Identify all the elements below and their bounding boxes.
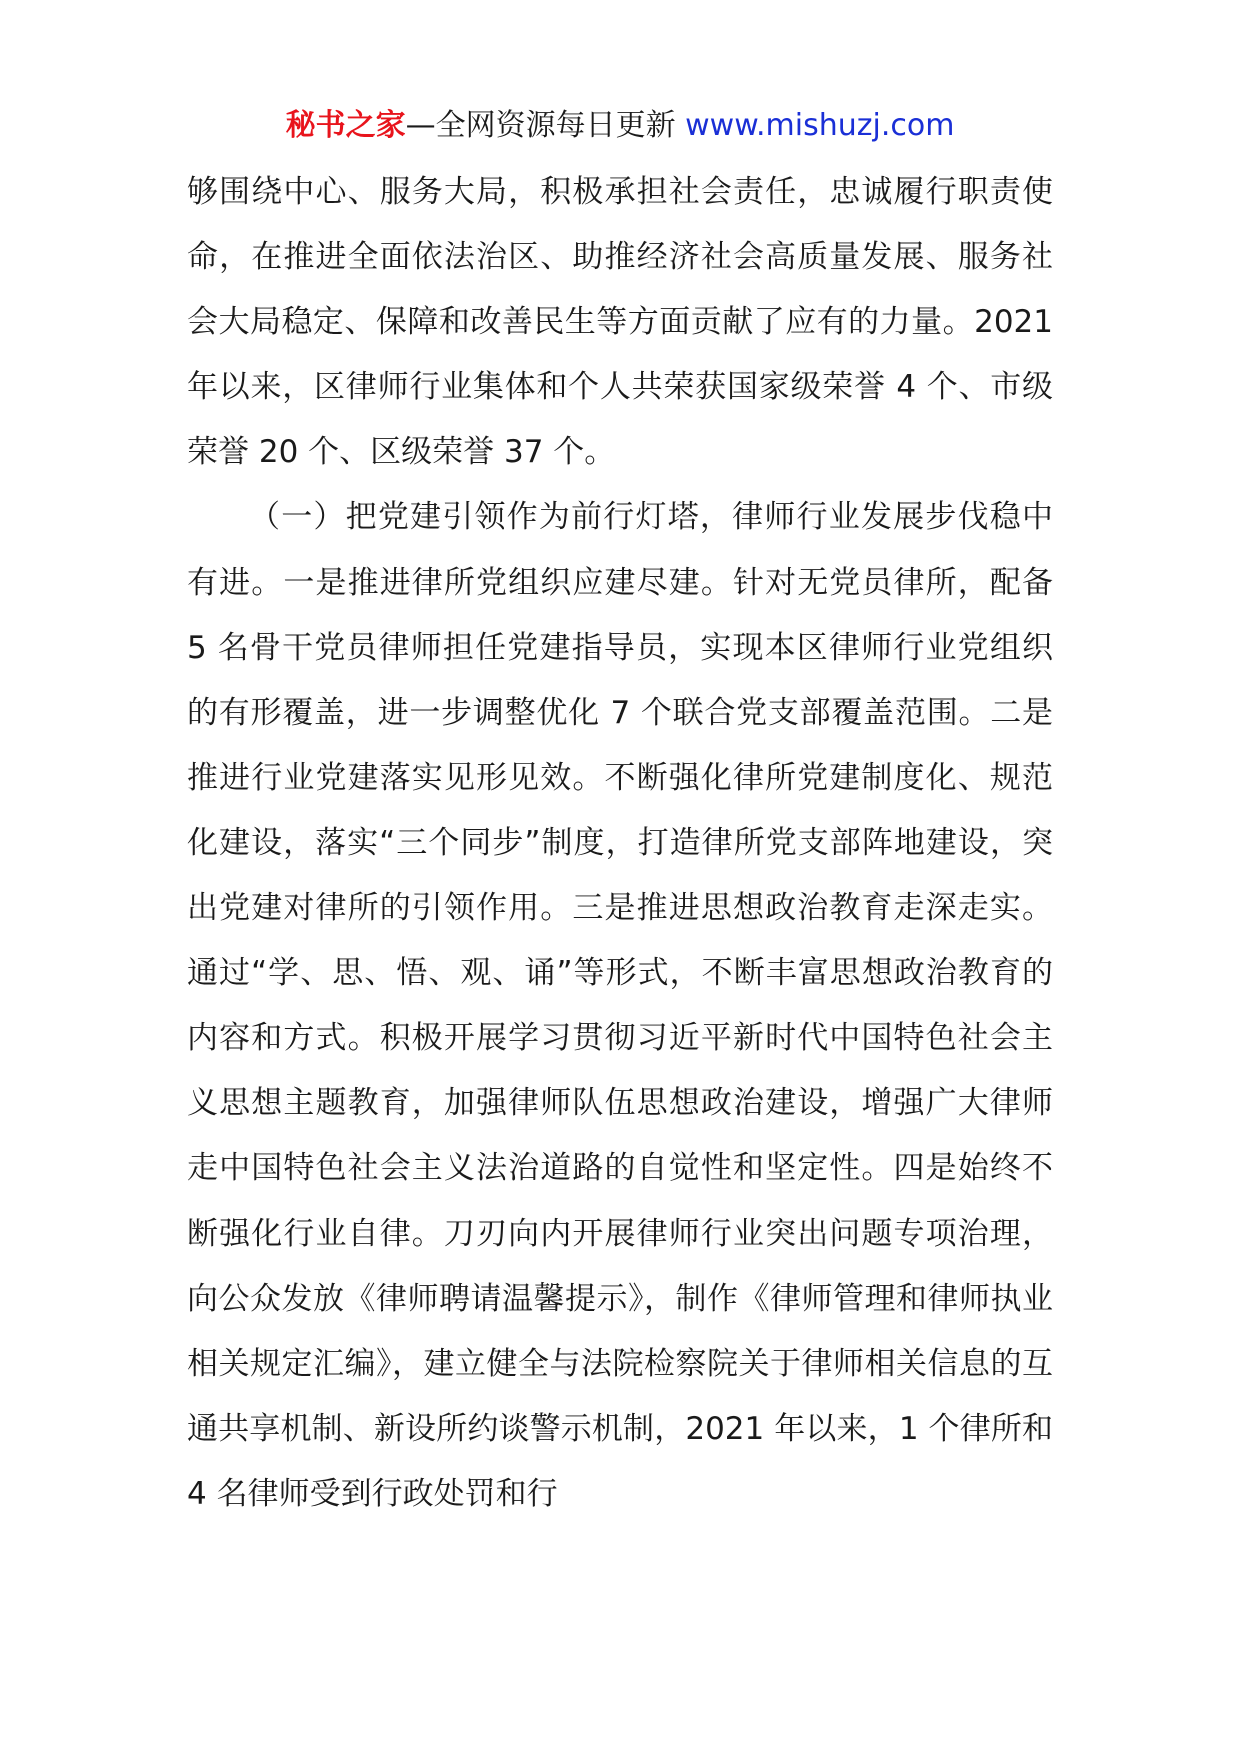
page-header — [0, 104, 1240, 148]
header-brand: 秘书之家 — [285, 108, 406, 143]
document-body — [187, 160, 1053, 1527]
header-site-link[interactable]: www.mishuzj.com — [685, 108, 955, 143]
paragraph-section-one: （一）把党建引领作为前行灯塔，律师行业发展步伐稳中有进。一是推进律所党组织应建尽建。针对无党员律所，配备 5 名骨干党员律师担任党建指导员，实现本区律师行业党组织的有形覆盖，进一步调整优化 7 个联合党支部覆盖范围。二是推进行业党建落实见形见效。不断强化律所党建制度化、规范化建设，落实“三个同步”制度，打造律所党支部阵地建设，突出党建对律所的引领作用。三是推进思想政治教育走深走实。通过“学、思、悟、观、诵”等形式，不断丰富思想政治教育的内容和方式。积极开展学习贯彻习近平新时代中国特色社会主义思想主题教育，加强律师队伍思想政治建设，增强广大律师走中国特色社会主义法治道路的自觉性和坚定性。四是始终不断强化行业自律。刀刃向内开展律师行业突出问题专项治理，向公众发放《律师聘请温馨提示》，制作《律师管理和律师执业相关规定汇编》，建立健全与法院检察院关于律师相关信息的互通共享机制、新设所约谈警示机制，2021 年以来，1 个律所和 4 名律师受到行政处罚和行 — [187, 499, 1053, 1512]
header-tagline: —全网资源每日更新 — [405, 108, 686, 143]
paragraph-continued: 够围绕中心、服务大局，积极承担社会责任，忠诚履行职责使命，在推进全面依法治区、助推经济社会高质量发展、服务社会大局稳定、保障和改善民生等方面贡献了应有的力量。2021 年以来，区律师行业集体和个人共荣获国家级荣誉 4 个、市级荣誉 20 个、区级荣誉 37 个。 — [187, 174, 1053, 471]
